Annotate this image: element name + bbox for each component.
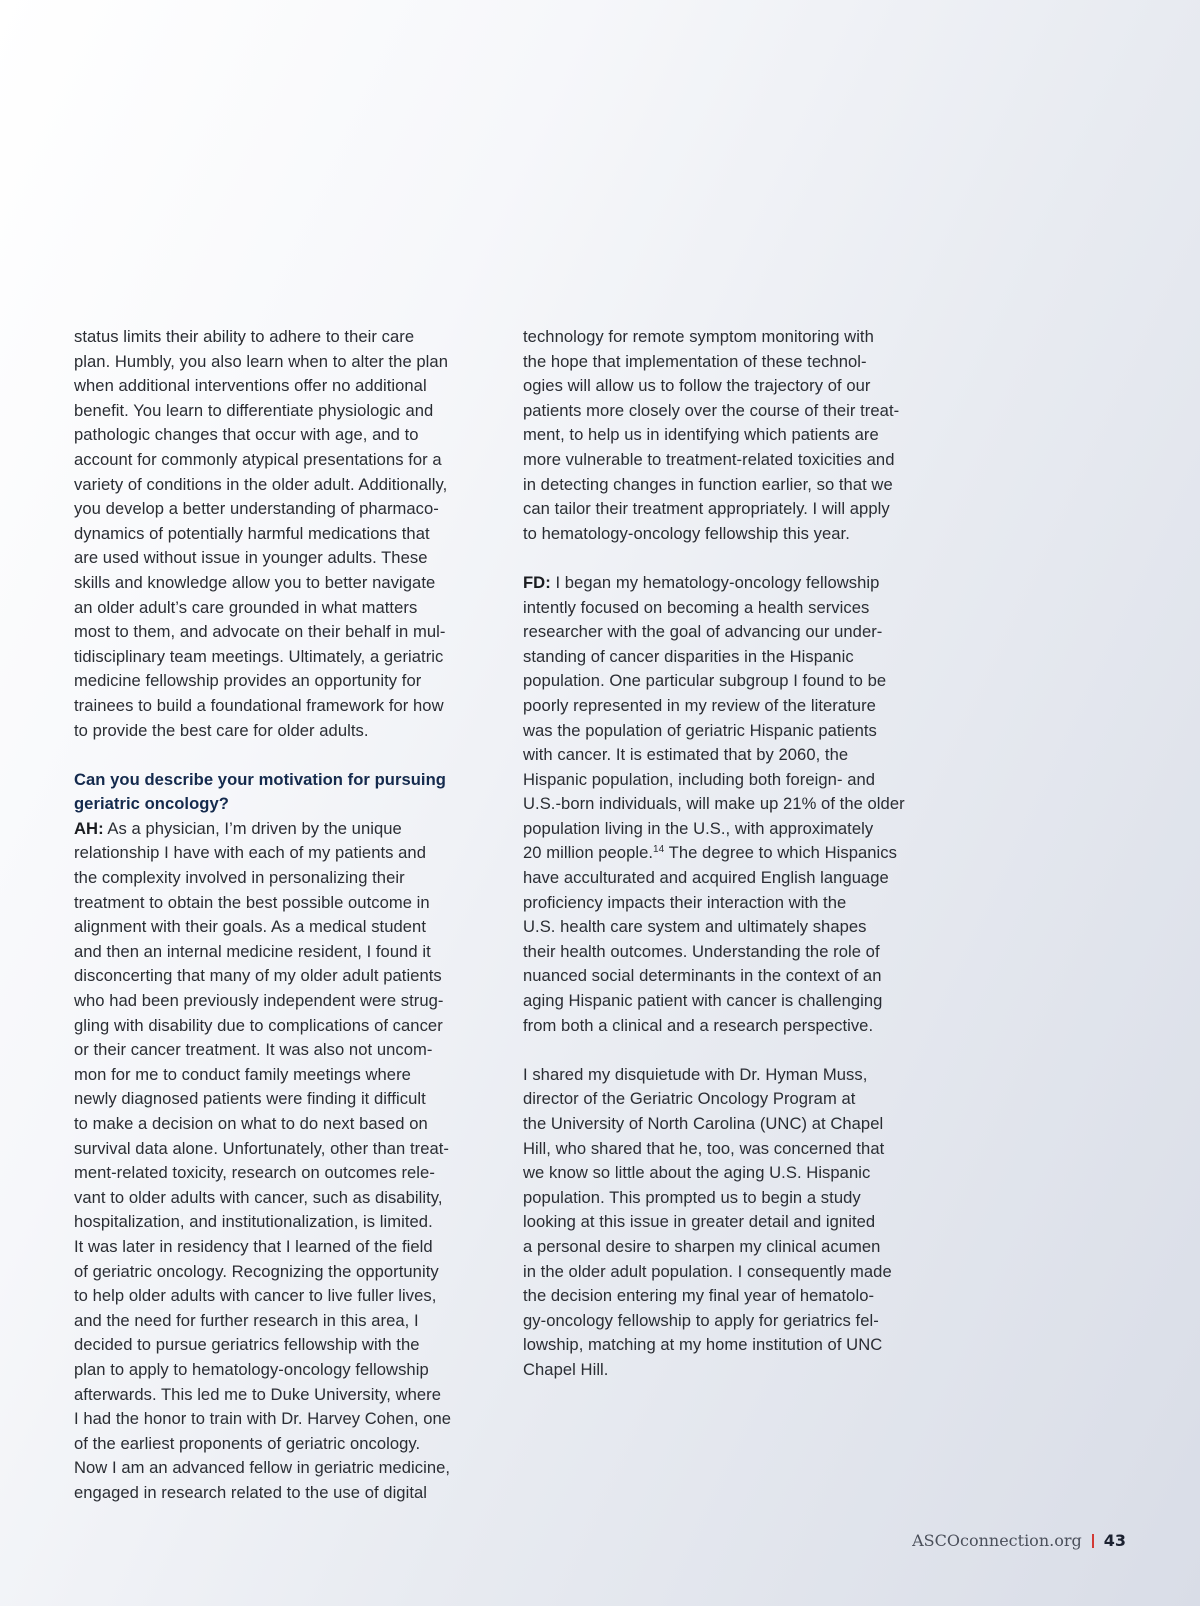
text-line: the University of North Carolina (UNC) at Chapel: [523, 1114, 884, 1133]
footer-site-link[interactable]: ASCOconnection.org: [912, 1531, 1082, 1550]
text-line: their health outcomes. Understanding the role of: [523, 941, 880, 961]
text-line: in detecting changes in function earlier, so that we: [523, 474, 893, 494]
text-line: skills and knowledge allow you to better navigate: [74, 572, 436, 592]
text-line: hospitalization, and institutionalization, is limited.: [74, 1212, 433, 1232]
text-line: to make a decision on what to do next based on: [74, 1114, 428, 1133]
text-line: with cancer. It is estimated that by 2060, the: [523, 745, 849, 765]
text-line: and then an internal medicine resident, I found it: [74, 941, 431, 961]
text-line: afterwards. This led me to Duke University, where: [74, 1384, 442, 1404]
text-line: of the earliest proponents of geriatric oncology.: [74, 1433, 421, 1453]
text-line: alignment with their goals. As a medical student: [74, 917, 426, 937]
fd-reference-line: 20 million people.$^{14}$ The degree to which Hispanics: [523, 843, 897, 863]
text-line: treatment to obtain the best possible outcome in: [74, 892, 430, 912]
text-line: nuanced social determinants in the context of an: [523, 966, 882, 986]
text-line: decided to pursue geriatrics fellowship with the: [74, 1335, 420, 1355]
text-line: looking at this issue in greater detail and ignited: [523, 1212, 876, 1232]
text-line: have acculturated and acquired English language: [523, 868, 889, 888]
continuation-paragraph: [523, 325, 953, 546]
text-line: tidisciplinary team meetings. Ultimately, a geriatric: [74, 646, 444, 666]
text-line: disconcerting that many of my older adult patients: [74, 966, 442, 986]
text-line: trainees to build a foundational framework for how: [74, 695, 444, 715]
text-line: researcher with the goal of advancing our under-: [523, 622, 883, 642]
text-line: newly diagnosed patients were finding it difficult: [74, 1089, 426, 1109]
text-line: ogies will allow us to follow the trajectory of our: [523, 376, 871, 396]
text-line: the hope that implementation of these technol-: [523, 351, 867, 371]
text-line: or their cancer treatment. It was also not uncom-: [74, 1040, 433, 1060]
text-line: population living in the U.S., with approximately: [523, 818, 874, 838]
text-line: mon for me to conduct family meetings where: [74, 1064, 411, 1084]
fd-first-line: FD: I began my hematology-oncology fellowship: [523, 572, 880, 592]
reference-superscript: 14: [653, 844, 665, 856]
text-line: intently focused on becoming a health services: [523, 597, 870, 617]
left-column: [74, 325, 504, 1506]
fd-paragraph-part-a: [523, 596, 953, 842]
text-line: director of the Geriatric Oncology Program at: [523, 1089, 856, 1109]
text-line: vant to older adults with cancer, such as disability,: [74, 1187, 443, 1207]
text-line: was the population of geriatric Hispanic patients: [523, 720, 877, 740]
text-line: I shared my disquietude with Dr. Hyman Muss,: [523, 1064, 868, 1084]
footer-divider: [1092, 1534, 1094, 1548]
text-line: benefit. You learn to differentiate physiologic and: [74, 400, 434, 420]
text-line: patients more closely over the course of their treat-: [523, 400, 900, 420]
right-column: [523, 325, 953, 1383]
text-line: dynamics of potentially harmful medications that: [74, 523, 430, 543]
text-line: poorly represented in my review of the literature: [523, 695, 876, 715]
page-footer: [912, 1531, 1126, 1550]
text-line: pathologic changes that occur with age, and to: [74, 425, 419, 445]
text-line: standing of cancer disparities in the Hispanic: [523, 646, 854, 666]
text-line: I had the honor to train with Dr. Harvey Cohen, one: [74, 1409, 452, 1429]
text-line: most to them, and advocate on their behalf in mul-: [74, 622, 446, 642]
text-line: survival data alone. Unfortunately, other than treat-: [74, 1138, 449, 1158]
text-line: the complexity involved in personalizing their: [74, 868, 405, 888]
text-line: a personal desire to sharpen my clinical acumen: [523, 1236, 881, 1256]
text-line: medicine fellowship provides an opportunity for: [74, 671, 422, 691]
text-line: U.S. health care system and ultimately shapes: [523, 917, 867, 937]
text-line: an older adult’s care grounded in what matters: [74, 597, 418, 617]
text-line: U.S.-born individuals, will make up 21% of the older: [523, 794, 905, 814]
text-line: population. This prompted us to begin a study: [523, 1187, 861, 1207]
text-line: plan to apply to hematology-oncology fellowship: [74, 1359, 429, 1379]
text-line: aging Hispanic patient with cancer is challenging: [523, 991, 883, 1011]
text-line: ment, to help us in identifying which patients are: [523, 425, 879, 445]
text-line: you develop a better understanding of pharmaco-: [74, 499, 439, 519]
text-line: ment-related toxicity, research on outcomes rele-: [74, 1163, 435, 1183]
text-line: plan. Humbly, you also learn when to alter the plan: [74, 351, 448, 371]
text-line: lowship, matching at my home institution of UNC: [523, 1335, 883, 1355]
text-line: to hematology-oncology fellowship this year.: [523, 523, 850, 543]
final-paragraph: [523, 1063, 953, 1383]
text-line: account for commonly atypical presentations for a: [74, 449, 442, 469]
text-line: more vulnerable to treatment-related toxicities and: [523, 449, 895, 469]
answer-paragraph: [74, 841, 504, 1505]
text-line: in the older adult population. I consequently made: [523, 1261, 892, 1281]
text-line: population. One particular subgroup I found to be: [523, 671, 887, 691]
text-line: of geriatric oncology. Recognizing the opportunity: [74, 1261, 439, 1281]
text-line: we know so little about the aging U.S. Hispanic: [523, 1163, 871, 1183]
page-number: 43: [1103, 1531, 1126, 1550]
text-line: status limits their ability to adhere to their care: [74, 327, 415, 346]
intro-paragraph: [74, 325, 504, 743]
text-line: and the need for further research in this area, I: [74, 1310, 419, 1330]
text-line: who had been previously independent were strug-: [74, 991, 444, 1011]
text-line: Hispanic population, including both foreign- and: [523, 769, 876, 789]
text-line: to help older adults with cancer to live fuller lives,: [74, 1286, 437, 1306]
text-line: technology for remote symptom monitoring with: [523, 327, 874, 346]
text-line: proficiency impacts their interaction with the: [523, 892, 847, 912]
text-line: when additional interventions offer no additional: [74, 376, 427, 396]
text-line: It was later in residency that I learned of the field: [74, 1236, 433, 1256]
speaker-label-ah: AH:: [74, 818, 104, 838]
text-line: from both a clinical and a research perspective.: [523, 1015, 874, 1035]
speaker-label-fd: FD:: [523, 572, 551, 592]
fd-paragraph-part-b: [523, 866, 953, 1038]
text-line: Chapel Hill.: [523, 1359, 609, 1379]
text-line: gling with disability due to complications of cancer: [74, 1015, 443, 1035]
text-line: Now I am an advanced fellow in geriatric medicine,: [74, 1458, 451, 1478]
text-line: can tailor their treatment appropriately. I will apply: [523, 499, 890, 519]
text-line: gy-oncology fellowship to apply for geriatrics fel-: [523, 1310, 879, 1330]
text-line: variety of conditions in the older adult. Additionally,: [74, 474, 448, 494]
answer-first-line: AH: As a physician, I’m driven by the unique: [74, 818, 402, 838]
text-line: engaged in research related to the use of digital: [74, 1482, 428, 1502]
text-line: to provide the best care for older adults.: [74, 720, 369, 740]
text-line: the decision entering my final year of hematolo-: [523, 1286, 875, 1306]
text-line: Can you describe your motivation for pursuing: [74, 769, 446, 789]
text-line: are used without issue in younger adults. These: [74, 548, 428, 568]
text-line: relationship I have with each of my patients and: [74, 843, 426, 863]
text-line: geriatric oncology?: [74, 794, 229, 814]
text-line: Hill, who shared that he, too, was concerned that: [523, 1138, 885, 1158]
interview-question: [74, 768, 504, 817]
